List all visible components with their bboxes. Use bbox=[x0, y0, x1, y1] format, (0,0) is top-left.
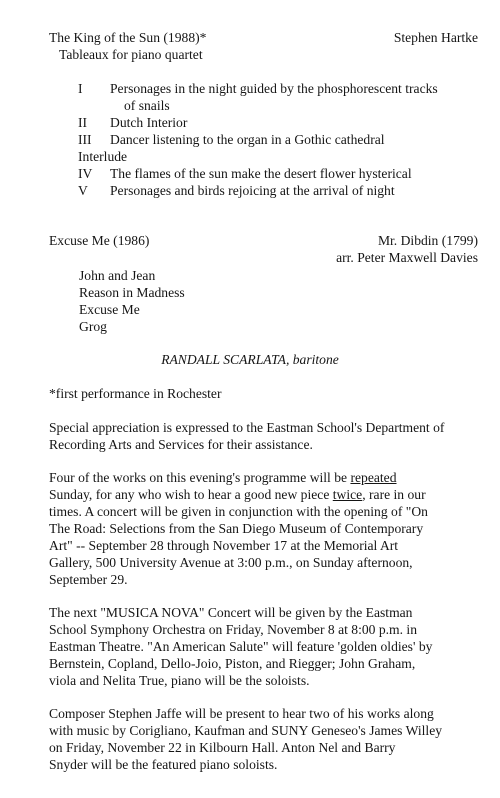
movement-title: Dancer listening to the organ in a Gothic cathedral bbox=[110, 132, 385, 147]
performer-credit: RANDALL SCARLATA, baritone bbox=[161, 352, 339, 367]
paragraph-line: on Friday, November 22 in Kilbourn Hall. Anton Nel and Barry bbox=[49, 740, 396, 755]
paragraph-line: with music by Corigliano, Kaufman and SUNY Geneseo's James Willey bbox=[49, 723, 443, 738]
song-title: Reason in Madness bbox=[79, 285, 185, 300]
paragraph-line bbox=[49, 469, 479, 486]
paragraph-line: Special appreciation is expressed to the Eastman School's Department of bbox=[49, 420, 445, 435]
movement-row bbox=[78, 80, 478, 97]
song-title: Grog bbox=[79, 319, 107, 334]
movement-number: V bbox=[78, 183, 88, 198]
work1-subtitle: Tableaux for piano quartet bbox=[59, 47, 203, 62]
work1-composer: Stephen Hartke bbox=[393, 30, 478, 45]
movement-title: Personages in the night guided by the phosphorescent tracks bbox=[110, 81, 438, 96]
line-text: Sunday, for any who wish to hear a good new piece bbox=[49, 487, 333, 502]
movement-title: Personages and birds rejoicing at the arrival of night bbox=[110, 183, 395, 198]
footnote: *first performance in Rochester bbox=[49, 386, 222, 401]
paragraph-line: The Road: Selections from the San Diego Museum of Contemporary bbox=[49, 521, 424, 536]
movement-row bbox=[78, 182, 478, 199]
paragraph-line: times. A concert will be given in conjunction with the opening of "On bbox=[49, 504, 428, 519]
line-text: Four of the works on this evening's programme will be bbox=[49, 470, 351, 485]
jaffe-concert-paragraph bbox=[49, 705, 479, 773]
interlude-row bbox=[78, 148, 478, 165]
movement-number: III bbox=[78, 132, 92, 147]
line-text: , rare in our bbox=[362, 487, 426, 502]
work2-composer: Mr. Dibdin (1799) bbox=[377, 233, 478, 248]
underlined-word: repeated bbox=[350, 470, 397, 485]
work2-title: Excuse Me (1986) bbox=[49, 233, 150, 248]
musica-nova-paragraph bbox=[49, 604, 479, 689]
movement-title: Interlude bbox=[78, 149, 128, 164]
work1-title: The King of the Sun (1988)* bbox=[49, 30, 207, 45]
song-title: Excuse Me bbox=[79, 302, 140, 317]
paragraph-line: Composer Stephen Jaffe will be present to hear two of his works along bbox=[49, 706, 434, 721]
movement-title: The flames of the sun make the desert flower hysterical bbox=[110, 166, 412, 181]
movement-number: II bbox=[78, 115, 88, 130]
movement-number: I bbox=[78, 81, 83, 96]
movement-row bbox=[78, 131, 478, 148]
paragraph-line: The next "MUSICA NOVA" Concert will be given by the Eastman bbox=[49, 605, 413, 620]
paragraph-line: Art" -- September 28 through November 17 at the Memorial Art bbox=[49, 538, 399, 553]
paragraph-line: Gallery, 500 University Avenue at 3:00 p.m., on Sunday afternoon, bbox=[49, 555, 413, 570]
paragraph-line: Bernstein, Copland, Dello-Joio, Piston, and Riegger; John Graham, bbox=[49, 656, 416, 671]
movement-title: Dutch Interior bbox=[110, 115, 188, 130]
paragraph-line: viola and Nelita True, piano will be the soloists. bbox=[49, 673, 310, 688]
underlined-word: twice bbox=[332, 487, 363, 502]
movement-number: IV bbox=[78, 166, 93, 181]
work2-arranger: arr. Peter Maxwell Davies bbox=[336, 250, 478, 265]
movement-title-continuation: of snails bbox=[124, 98, 170, 113]
movement-row bbox=[78, 114, 478, 131]
movement-row bbox=[78, 165, 478, 182]
paragraph-line: Snyder will be the featured piano soloists. bbox=[49, 757, 278, 772]
acknowledgement-paragraph bbox=[49, 419, 479, 453]
paragraph-line: Eastman Theatre. "An American Salute" will feature 'golden oldies' by bbox=[49, 639, 433, 654]
song-title: John and Jean bbox=[79, 268, 156, 283]
paragraph-line: September 29. bbox=[49, 572, 128, 587]
paragraph-line: Recording Arts and Services for their assistance. bbox=[49, 437, 313, 452]
paragraph-line bbox=[49, 486, 479, 503]
paragraph-line: School Symphony Orchestra on Friday, November 8 at 8:00 p.m. in bbox=[49, 622, 417, 637]
repeat-concert-paragraph bbox=[49, 469, 479, 588]
